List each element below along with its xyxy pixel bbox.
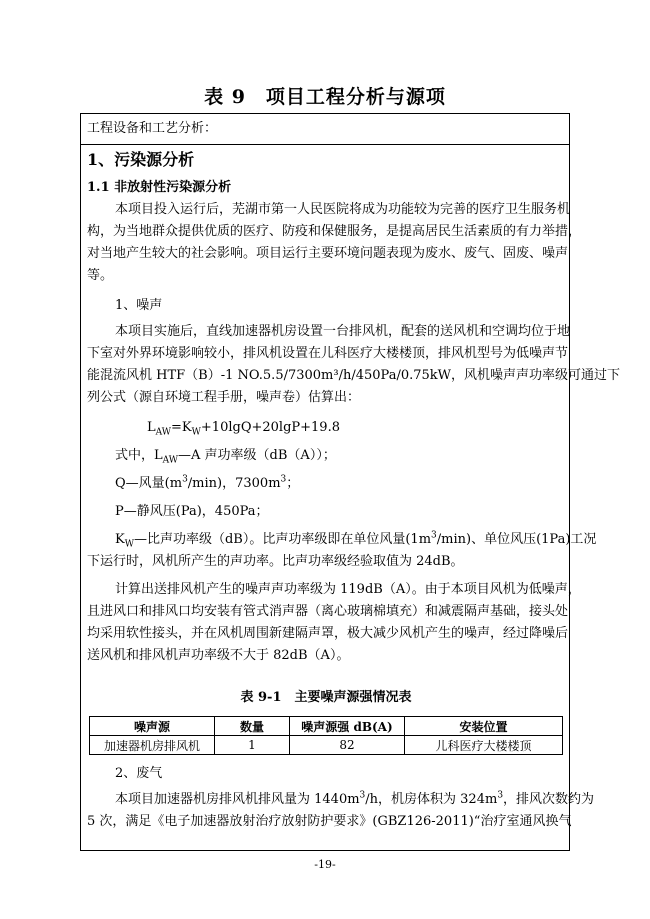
table-header-row (90, 717, 563, 736)
table-header: 噪声源 (90, 717, 215, 736)
table-row (90, 736, 563, 755)
noise-line: 本项目实施后，直线加速器机房设置一台排风机，配套的送风机和空调均位于地 (115, 324, 571, 339)
noise-line: 下室对外界环境影响较小，排风机设置在儿科医疗大楼楼顶，排风机型号为低噪声节 (87, 346, 569, 361)
gas-line: 5 次，满足《电子加速器放射治疗放射防护要求》(GBZ126-2011)“治疗室通风换气 (87, 814, 572, 829)
noise-line: 列公式（源自环境工程手册，噪声卷）估算出： (87, 390, 361, 405)
calc-line: 且进风口和排风口均安装有管式消声器（离心玻璃棉填充）和减震隔声基础，接头处 (87, 604, 569, 619)
content-frame (80, 113, 621, 851)
formula: $L_{AW}=K_W+10\lg Q+20\lg P+19.8$ (147, 420, 340, 438)
subsection-heading: 1.1 非放射性污染源分析 (87, 180, 232, 195)
calc-line: 送风机和排风机声功率级不大于 82dB（A）。 (87, 648, 350, 663)
calc-line: 均采用软性接头，并在风机周围新建隔声罩，极大减少风机产生的噪声，经过降噪后 (87, 626, 569, 641)
calc-line: 计算出送排风机产生的噪声声功率级为 119dB（A）。由于本项目风机为低噪声， (115, 582, 581, 597)
table-cell: 加速器机房排风机 (90, 736, 215, 755)
page-number: -19- (314, 858, 336, 871)
page-title: 表 9 项目工程分析与源项 (204, 86, 446, 108)
intro-line: 对当地产生较大的社会影响。项目运行主要环境问题表现为废水、废气、固废、噪声 (87, 246, 569, 261)
kw-definition: $K_W—$比声功率级（dB）。比声功率级即在单位风量$(1m^3/\min)$、单位风压(1Pa)工况 (115, 530, 597, 550)
table-cell: 82 (290, 736, 405, 755)
gas-heading: 2、废气 (115, 766, 163, 781)
intro-line: 本项目投入运行后，芜湖市第一人民医院将成为功能较为完善的医疗卫生服务机 (115, 202, 571, 217)
intro-line: 等。 (87, 268, 114, 283)
gas-line: 本项目加速器机房排风机排风量为 $1440m^3/h$，机房体积为 $324m^3$，排风次数约为 (115, 790, 595, 807)
noise-heading: 1、噪声 (115, 298, 163, 313)
noise-line: 能混流风机 HTF（B）-1 NO.5.5/7300m³/h/450Pa/0.75kW，风机噪声声功率级可通过下 (87, 368, 621, 383)
p-definition: P—静风压(Pa)，450Pa； (115, 504, 269, 519)
intro-line: 构，为当地群众提供优质的医疗、防疫和保健服务，是提高居民生活素质的有力举措， (87, 224, 582, 239)
section-heading: 1、污染源分析 (87, 150, 195, 169)
box-header: 工程设备和工艺分析： (87, 121, 218, 136)
q-definition: Q—风量$(m^3/\min)$，$7300m^3$； (115, 474, 300, 491)
table-cell: 1 (215, 736, 290, 755)
header-divider (81, 144, 569, 145)
table-cell: 儿科医疗大楼楼顶 (405, 736, 563, 755)
table-caption: 表 9-1 主要噪声源强情况表 (240, 690, 412, 705)
noise-source-table (89, 716, 563, 755)
table-header: 噪声源强 dB(A) (290, 717, 405, 736)
kw-definition-cont: 下运行时，风机所产生的声功率。比声功率级经验取值为 24dB。 (87, 554, 464, 569)
table-header: 数量 (215, 717, 290, 736)
table-header: 安装位置 (405, 717, 563, 736)
where-line: 式中，$L_{AW}—A$ 声功率级（dB（A））； (115, 448, 336, 466)
